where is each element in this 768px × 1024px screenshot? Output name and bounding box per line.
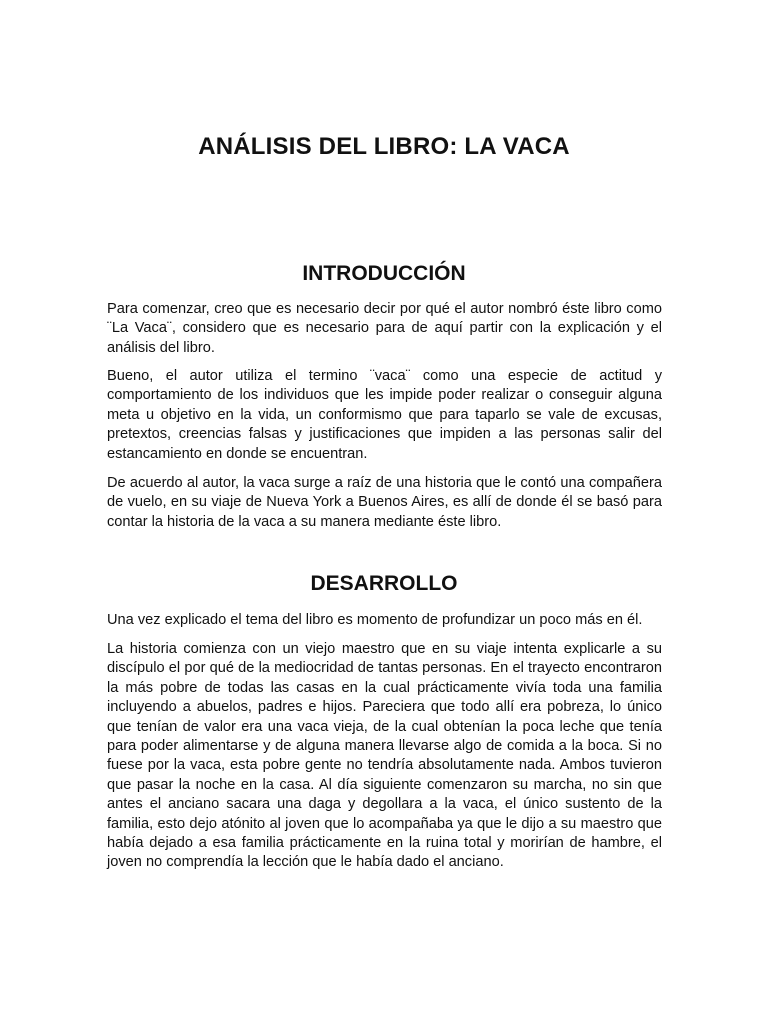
- paragraph: La historia comienza con un viejo maestro que en su viaje intenta explicarle a su discípulo el por qué de la mediocridad de tantas personas. En el trayecto encontraron la más pobre de todas las casas en la cual prácticamente vivía toda una familia incluyendo a abuelos, padres e hijos. Pareciera que todo allí era pobreza, lo único que tenían de valor era una vaca vieja, de la cual obtenían la poca leche que tenía para poder alimentarse y de alguna manera llevarse algo de comida a la boca. Si no fuese por la vaca, esta pobre gente no tendría absolutamente nada. Ambos tuvieron que pasar la noche en la casa. Al día siguiente comenzaron su marcha, no sin que antes el anciano sacara una daga y degollara a la vaca, el único sustento de la familia, esto dejo atónito al joven que lo acompañaba ya que le dijo a su maestro que había dejado a esa familia prácticamente en la ruina total y morirían de hambre, el joven no comprendía la lección que le había dado el anciano.: [107, 641, 662, 871]
- paragraph: De acuerdo al autor, la vaca surge a raíz de una historia que le contó una compañera de vuelo, en su viaje de Nueva York a Buenos Aires, es allí de donde él se basó para contar la historia de la vaca a su manera mediante éste libro.: [107, 475, 662, 530]
- paragraph: Una vez explicado el tema del libro es momento de profundizar un poco más en él.: [107, 612, 643, 628]
- paragraph: Bueno, el autor utiliza el termino ¨vaca¨ como una especie de actitud y comportamiento de los individuos que les impide poder realizar o conseguir alguna meta u objetivo en la vida, un conformismo que para taparlo se vale de excusas, pretextos, creencias falsas y justificaciones que impiden a las personas salir del estancamiento en donde se encuentran.: [107, 368, 662, 462]
- section-heading-introduccion: INTRODUCCIÓN: [302, 262, 466, 285]
- document-title: ANÁLISIS DEL LIBRO: LA VACA: [198, 133, 570, 160]
- section-heading-desarrollo: DESARROLLO: [310, 572, 458, 595]
- paragraph: Para comenzar, creo que es necesario decir por qué el autor nombró éste libro como ¨La Vaca¨, considero que es necesario para de aquí partir con la explicación y el análisis del libro.: [107, 301, 662, 356]
